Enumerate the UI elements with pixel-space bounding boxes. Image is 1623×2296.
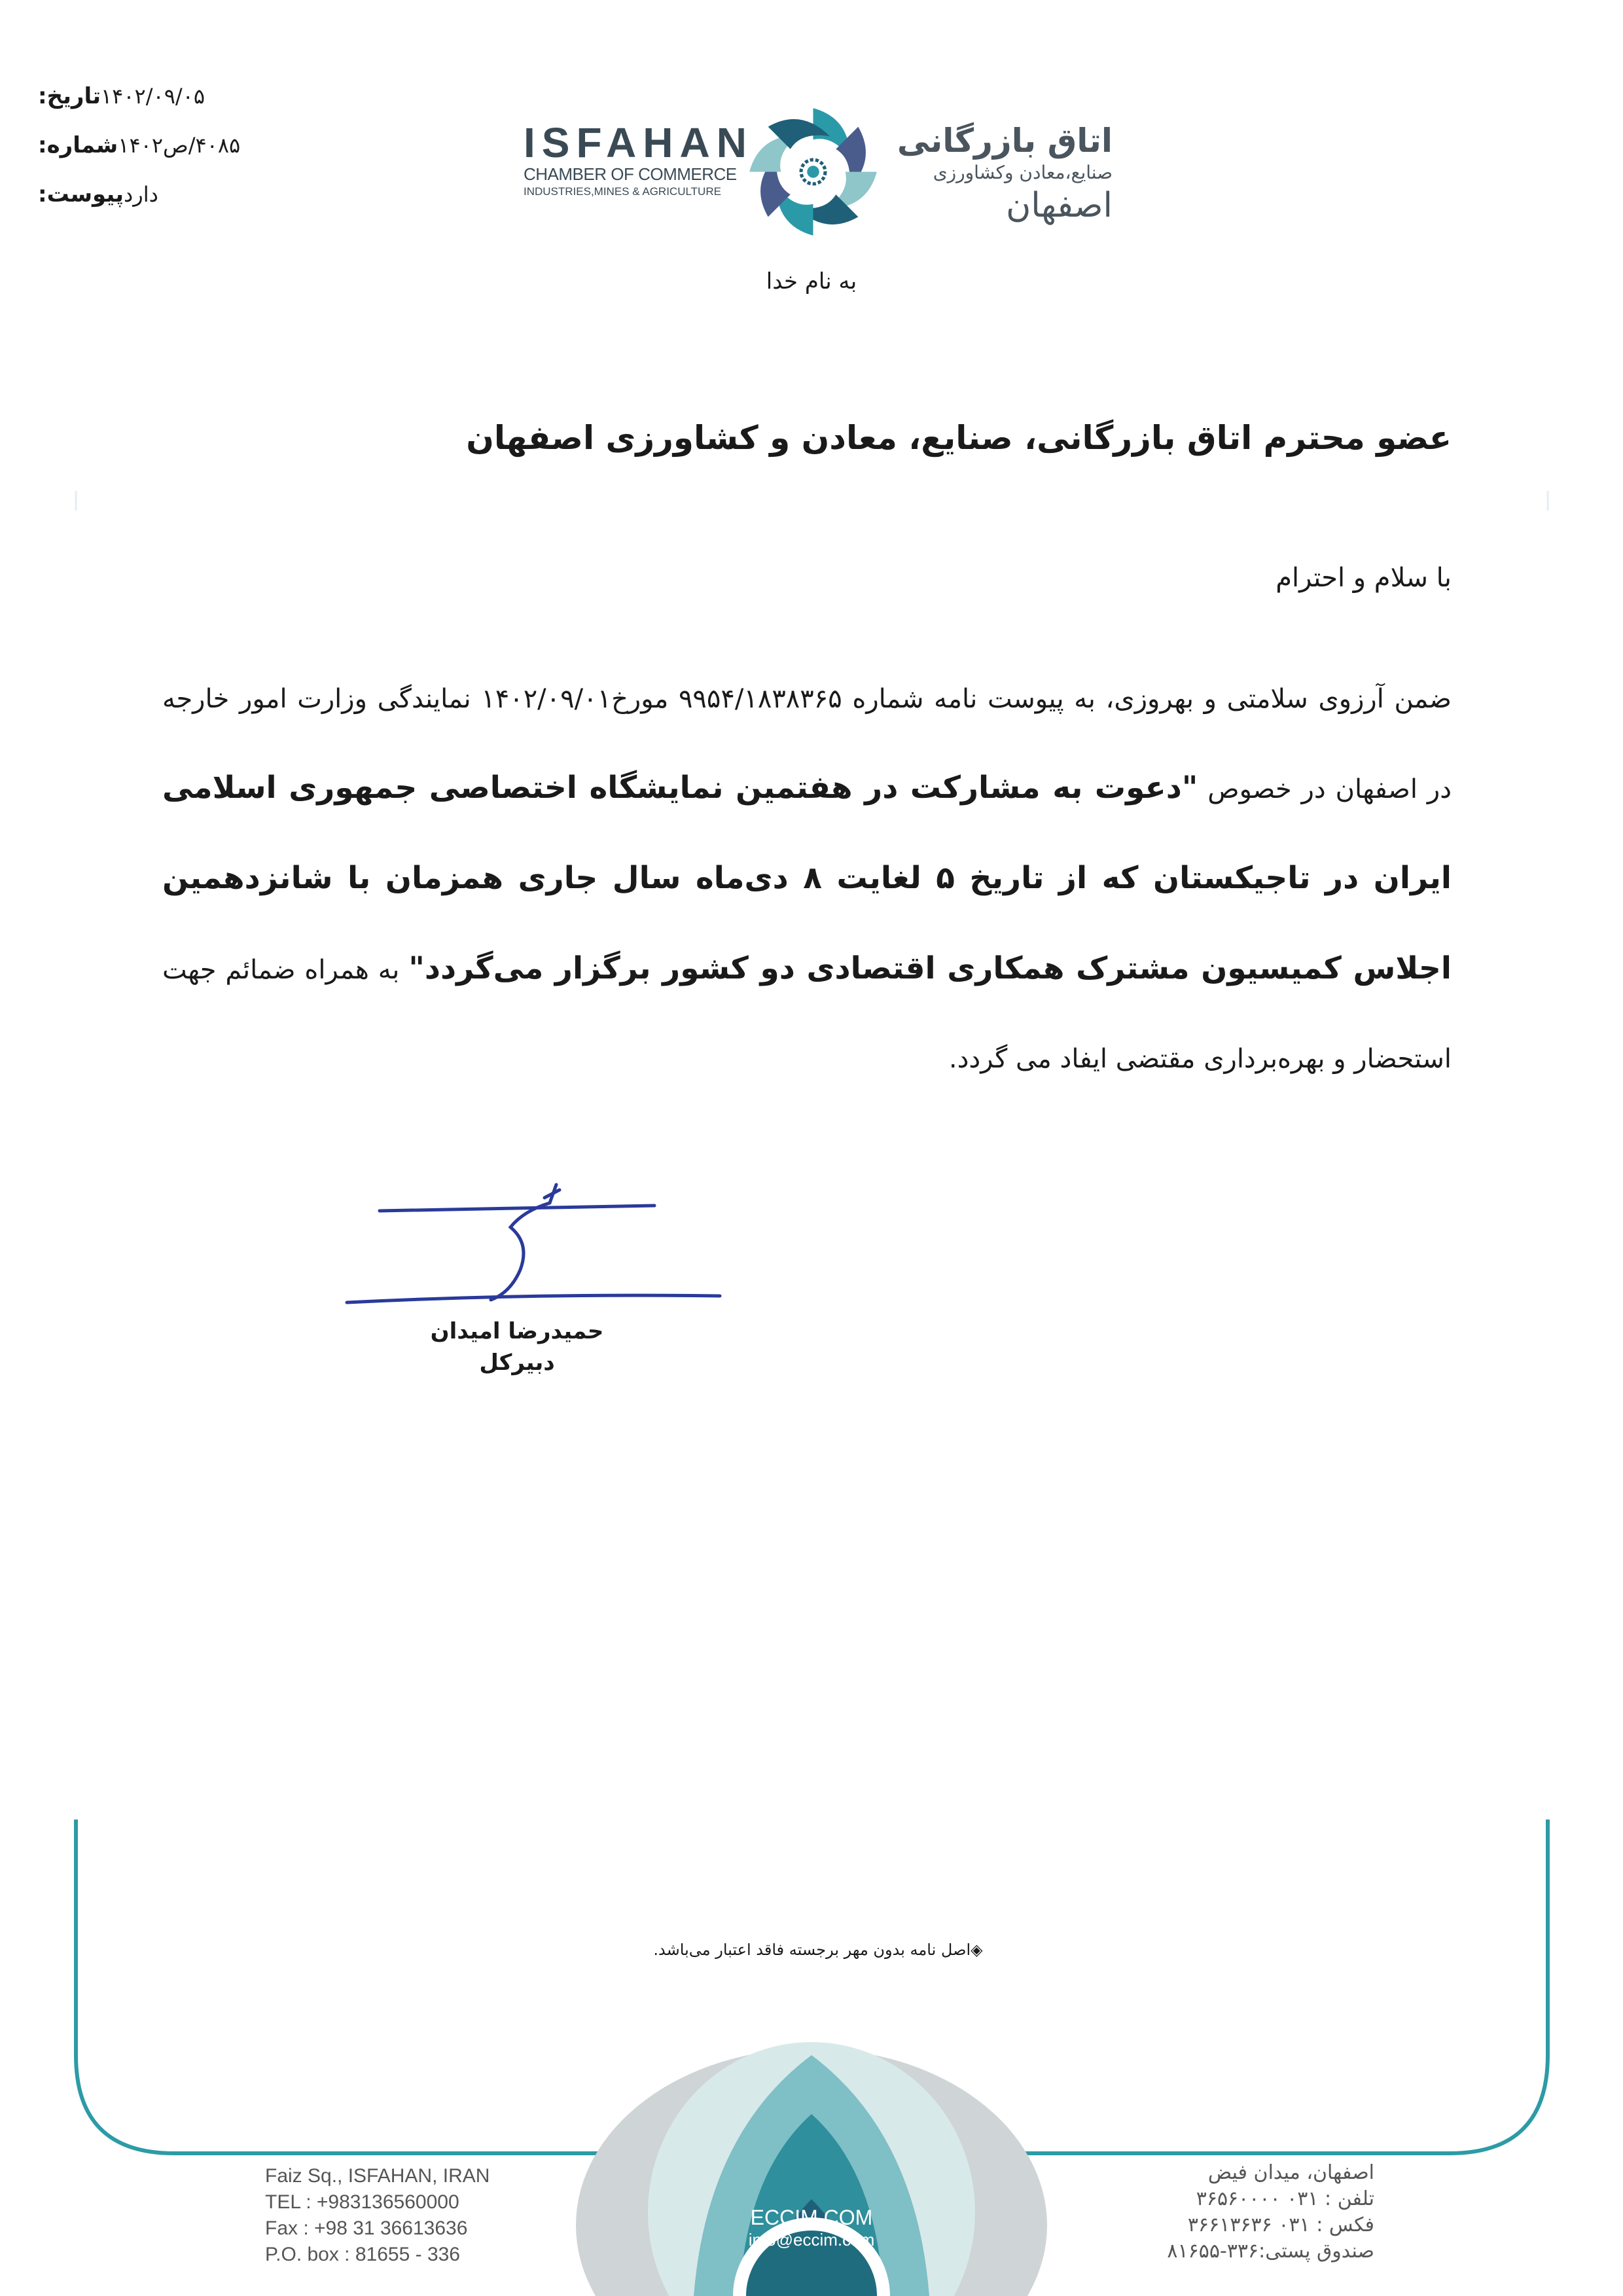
- recipient-heading: عضو محترم اتاق بازرگانی، صنایع، معادن و کشاورزی اصفهان: [466, 419, 1452, 457]
- letter-meta: [26, 72, 262, 219]
- bismillah: به نام خدا: [766, 268, 857, 295]
- number-value: ۴۰۸۵/ص۱۴۰۲: [118, 133, 241, 158]
- footer-emblem: [576, 2042, 1047, 2296]
- footer-contact-en: [265, 2163, 540, 2268]
- attachment-row: [26, 170, 262, 219]
- body-subject: "دعوت به مشارکت در هفتمین نمایشگاه اختصاصی جمهوری اسلامی ایران در تاجیکستان که از تاریخ ۵ لغایت ۸ دی‌ماه سال جاری همزمان با شانزدهمین اجلاس کمیسیون مشترک همکاری اقتصادی دو کشور برگزار می‌گردد": [162, 770, 1452, 986]
- logo-fa-subtitle: صنایع،معادن وکشاورزی: [933, 162, 1113, 183]
- validity-note-text: اصل نامه بدون مهر برجسته فاقد اعتبار می‌باشد.: [653, 1941, 971, 1959]
- date-value: ۱۴۰۲/۰۹/۰۵: [100, 84, 205, 109]
- footer-tel-en: TEL : +983136560000: [265, 2191, 459, 2213]
- logo-en-title: ISFAHAN: [524, 119, 753, 166]
- diamond-icon: ◈: [971, 1941, 983, 1959]
- footer-address-en: Faiz Sq., ISFAHAN, IRAN: [265, 2165, 490, 2187]
- signatory: [406, 1316, 628, 1378]
- date-row: [26, 72, 262, 121]
- attachment-label: پیوست:: [38, 181, 124, 207]
- footer-website-link[interactable]: ECCIM.COM: [750, 2206, 873, 2229]
- logo-fa-title: اتاق بازرگانی: [897, 122, 1113, 160]
- footer-contact-fa: [1106, 2160, 1374, 2265]
- number-label: شماره:: [38, 132, 118, 158]
- body-closing: به همراه ضمائم جهت استحضار و بهره‌برداری مقتضی ایفاد می گردد.: [162, 955, 1452, 1074]
- letter-body: [162, 655, 1452, 1103]
- body-intro: ضمن آرزوی سلامتی و بهروزی، به پیوست نامه شماره ۹۹۵۴/۱۸۳۸۳۶۵ مورخ۱۴۰۲/۰۹/۰۱ نمایندگی وزارت امور خارجه در اصفهان در خصوص: [162, 684, 1452, 804]
- footer-web: [707, 2206, 916, 2250]
- footer-tel-fa: تلفن : ۰۳۱ ۳۶۵۶۰۰۰۰: [1196, 2187, 1374, 2210]
- footer-address-fa: اصفهان، میدان فیض: [1207, 2161, 1374, 2184]
- validity-note: [589, 1941, 1047, 1959]
- number-row: [26, 121, 262, 170]
- footer-pobox-fa: صندوق پستی:۳۳۶-۸۱۶۵۵: [1167, 2240, 1374, 2263]
- footer-email-link[interactable]: info@eccim.com: [748, 2230, 875, 2250]
- footer-fax-en: Fax : +98 31 36613636: [265, 2217, 468, 2239]
- logo-persian: [890, 121, 1113, 226]
- signatory-title: دبیرکل: [479, 1350, 555, 1376]
- greeting: با سلام و احترام: [1275, 563, 1452, 593]
- footer-fax-fa: فکس : ۰۳۱ ۳۶۶۱۳۶۳۶: [1187, 2214, 1374, 2236]
- logo-en-subtitle: CHAMBER OF COMMERCE: [524, 164, 737, 184]
- chamber-logo-icon: [746, 105, 880, 239]
- date-label: تاریخ:: [38, 83, 101, 109]
- attachment-value: دارد: [124, 182, 158, 207]
- handwritten-signature: [334, 1172, 733, 1329]
- logo-fa-city: اصفهان: [1006, 186, 1113, 225]
- signatory-name: حمیدرضا امیدان: [430, 1318, 604, 1344]
- footer-pobox-en: P.O. box : 81655 - 336: [265, 2244, 460, 2265]
- logo-en-tagline: INDUSTRIES,MINES & AGRICULTURE: [524, 185, 721, 198]
- logo-english: [524, 119, 753, 200]
